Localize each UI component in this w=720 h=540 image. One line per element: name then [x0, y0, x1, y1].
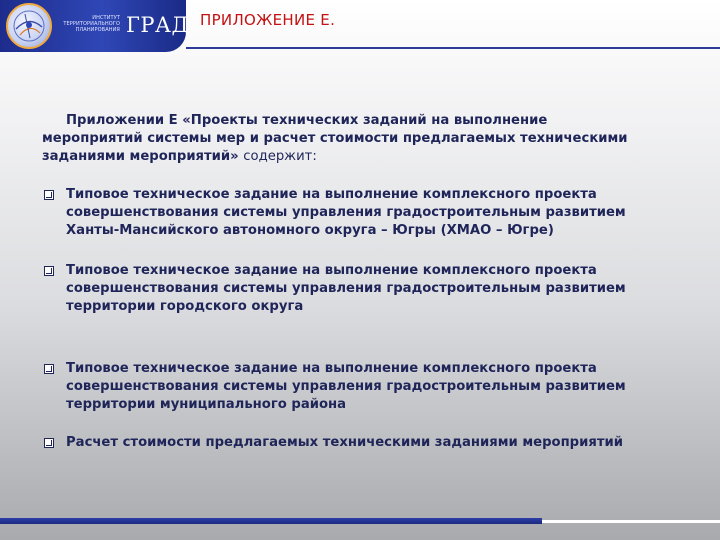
- list-item-line: Ханты-Мансийского автономного округа – Югры (ХМАО – Югре): [66, 223, 554, 238]
- list-item-line: совершенствования системы управления градостроительным развитием: [66, 281, 626, 296]
- intro-line: мероприятий системы мер и расчет стоимости предлагаемых техническими: [42, 131, 628, 146]
- checkbox-bullet-icon: [44, 266, 54, 276]
- brand-name: ГРАД: [126, 13, 190, 37]
- checkbox-bullet-icon: [44, 190, 54, 200]
- intro-line-plain: содержит:: [243, 149, 317, 164]
- footer-bar: [0, 518, 542, 524]
- list-item-line: Типовое техническое задание на выполнение комплексного проекта: [66, 263, 597, 278]
- intro-line-bold: заданиями мероприятий»: [42, 149, 244, 164]
- list-item-line: совершенствования системы управления градостроительным развитием: [66, 379, 626, 394]
- list-item-line: совершенствования системы управления градостроительным развитием: [66, 205, 626, 220]
- list-item-line: территории муниципального района: [66, 397, 347, 412]
- intro-line: Приложении Е «Проекты технических заданий на выполнение: [66, 113, 548, 128]
- page-title: ПРИЛОЖЕНИЕ Е.: [200, 11, 336, 29]
- footer-bar-accent: [542, 520, 720, 523]
- list-item-line: территории городского округа: [66, 299, 304, 314]
- institute-line: ТЕРРИТОРИАЛЬНОГО: [63, 21, 120, 27]
- checkbox-bullet-icon: [44, 364, 54, 374]
- institute-line: ПЛАНИРОВАНИЯ: [75, 27, 120, 33]
- list-item-line: Типовое техническое задание на выполнение комплексного проекта: [66, 361, 597, 376]
- checkbox-bullet-icon: [44, 438, 54, 448]
- list-item-line: Расчет стоимости предлагаемых техническими заданиями мероприятий: [66, 435, 623, 450]
- institute-line: ИНСТИТУТ: [92, 15, 120, 21]
- list-item-line: Типовое техническое задание на выполнение комплексного проекта: [66, 187, 597, 202]
- intro-paragraph: [42, 112, 692, 166]
